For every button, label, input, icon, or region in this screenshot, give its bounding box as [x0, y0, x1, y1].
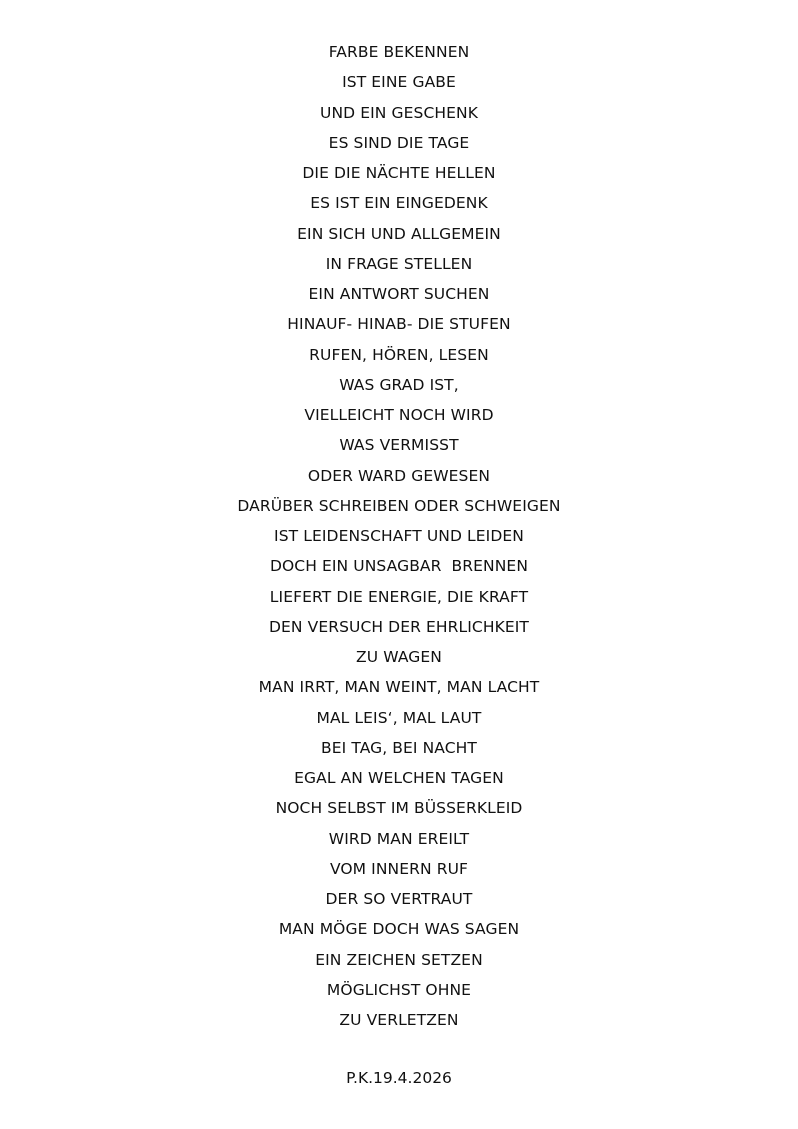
poem-line: ES SIND DIE TAGE: [328, 133, 470, 152]
poem-line: WAS VERMISST: [339, 436, 459, 455]
poem-text: [0, 37, 798, 1035]
signature-date: P.K.19.4.2026: [346, 1069, 452, 1087]
poem-line: MAN IRRT, MAN WEINT, MAN LACHT: [258, 678, 540, 697]
poem-line: IST LEIDENSCHAFT UND LEIDEN: [274, 527, 524, 545]
poem-line: VIELLEICHT NOCH WIRD: [304, 406, 494, 424]
poem-line: DEN VERSUCH DER EHRLICHKEIT: [268, 617, 530, 636]
poem-line: FARBE BEKENNEN: [328, 43, 470, 61]
poem-line: EIN SICH UND ALLGEMEIN: [297, 224, 501, 243]
poem-line: DOCH EIN UNSAGBAR BRENNEN: [269, 557, 529, 576]
poem-line: UND EIN GESCHENK: [320, 103, 478, 122]
poem-line: WIRD MAN EREILT: [328, 829, 470, 848]
poem-line: DER SO VERTRAUT: [325, 890, 473, 908]
poem-line: NOCH SELBST IM BÜSSERKLEID: [275, 799, 523, 818]
poem-line: LIEFERT DIE ENERGIE, DIE KRAFT: [269, 587, 529, 606]
poem-line: MÖGLICHST OHNE: [326, 980, 472, 999]
poem-line: ES IST EIN EINGEDENK: [310, 194, 488, 213]
poem-line: DARÜBER SCHREIBEN ODER SCHWEIGEN: [237, 496, 561, 515]
poem-line: MAL LEIS‘, MAL LAUT: [316, 708, 482, 727]
poem-line: DIE DIE NÄCHTE HELLEN: [302, 164, 496, 182]
poem-line: WAS GRAD IST,: [339, 375, 459, 394]
poem-line: BEI TAG, BEI NACHT: [321, 738, 477, 757]
poem-line: VOM INNERN RUF: [329, 859, 469, 878]
poem-line: EGAL AN WELCHEN TAGEN: [294, 769, 504, 787]
poem-line: MAN MÖGE DOCH WAS SAGEN: [278, 920, 520, 939]
poem-line: EIN ANTWORT SUCHEN: [308, 285, 490, 303]
poem-line: RUFEN, HÖREN, LESEN: [309, 345, 489, 364]
poem-line: EIN ZEICHEN SETZEN: [315, 950, 483, 969]
poem-line: ODER WARD GEWESEN: [307, 466, 491, 485]
poem-line: IST EINE GABE: [342, 73, 456, 92]
poem-line: IN FRAGE STELLEN: [325, 254, 473, 273]
poem-line: ZU VERLETZEN: [339, 1011, 459, 1029]
poem-line: ZU WAGEN: [356, 648, 442, 666]
poem-line: HINAUF- HINAB- DIE STUFEN: [287, 315, 511, 334]
